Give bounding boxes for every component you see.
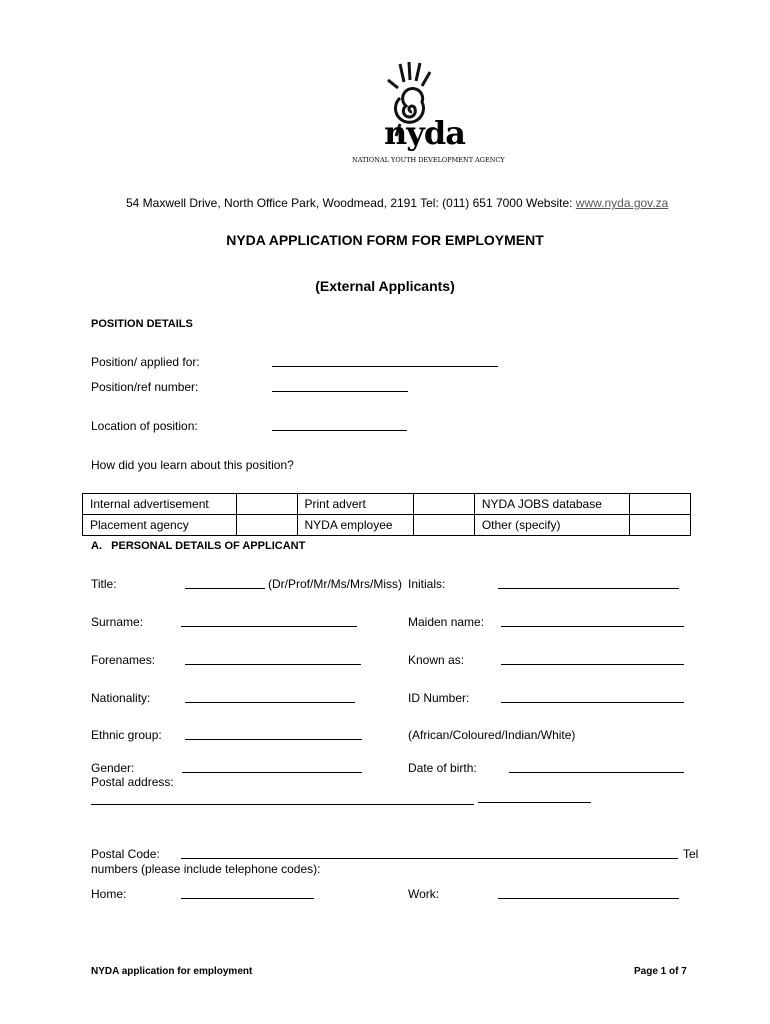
checkbox-print-advert[interactable] <box>413 494 474 515</box>
website-link[interactable]: www.nyda.gov.za <box>575 196 669 210</box>
tel-label: Tel <box>683 847 699 861</box>
location-label: Location of position: <box>91 419 198 433</box>
option-placement-agency: Placement agency <box>83 515 237 536</box>
page-number: Page 1 of 7 <box>634 966 687 977</box>
gender-field[interactable] <box>182 772 362 773</box>
gender-label: Gender: <box>91 761 135 775</box>
postal-address-field-2[interactable] <box>478 802 591 803</box>
page-title: NYDA APPLICATION FORM FOR EMPLOYMENT <box>226 232 544 248</box>
title-field[interactable] <box>185 588 265 589</box>
postal-code-field[interactable] <box>181 858 678 859</box>
checkbox-other-specify[interactable] <box>630 515 691 536</box>
nyda-logo <box>352 60 505 170</box>
known-as-field[interactable] <box>501 664 684 665</box>
forenames-field[interactable] <box>185 664 361 665</box>
ethnic-group-field[interactable] <box>185 739 362 740</box>
initials-field[interactable] <box>498 588 679 589</box>
known-as-label: Known as: <box>408 653 465 667</box>
forenames-label: Forenames: <box>91 653 156 667</box>
table-row <box>83 494 691 515</box>
option-print-advert: Print advert <box>297 494 413 515</box>
checkbox-nyda-employee[interactable] <box>413 515 474 536</box>
position-applied-field[interactable] <box>272 366 498 367</box>
title-options: (Dr/Prof/Mr/Ms/Mrs/Miss) <box>268 577 402 591</box>
location-field[interactable] <box>272 430 407 431</box>
address-line <box>126 196 668 210</box>
telephone-note: numbers (please include telephone codes): <box>91 862 321 876</box>
id-number-field[interactable] <box>501 702 684 703</box>
position-details-heading: POSITION DETAILS <box>91 318 193 330</box>
logo-wordmark: nyda <box>384 114 465 152</box>
ethnic-options: (African/Coloured/Indian/White) <box>408 728 576 742</box>
date-of-birth-label: Date of birth: <box>408 761 477 775</box>
home-phone-label: Home: <box>91 887 127 901</box>
nationality-label: Nationality: <box>91 691 151 705</box>
date-of-birth-field[interactable] <box>509 772 684 773</box>
address-text: 54 Maxwell Drive, North Office Park, Woodmead, 2191 Tel: (011) 651 7000 Website: <box>126 196 573 210</box>
maiden-name-label: Maiden name: <box>408 615 485 629</box>
option-internal-advertisement: Internal advertisement <box>83 494 237 515</box>
checkbox-internal-advertisement[interactable] <box>236 494 297 515</box>
personal-details-heading: A. PERSONAL DETAILS OF APPLICANT <box>91 540 306 552</box>
title-label: Title: <box>91 577 117 591</box>
postal-code-label: Postal Code: <box>91 847 160 861</box>
ethnic-group-label: Ethnic group: <box>91 728 162 742</box>
initials-label: Initials: <box>408 577 446 591</box>
source-options-table <box>82 493 691 536</box>
option-other-specify: Other (specify) <box>474 515 629 536</box>
learn-question: How did you learn about this position? <box>91 458 294 472</box>
footer-title: NYDA application for employment <box>91 966 253 977</box>
surname-label: Surname: <box>91 615 144 629</box>
checkbox-placement-agency[interactable] <box>236 515 297 536</box>
work-phone-label: Work: <box>408 887 440 901</box>
ref-number-label: Position/ref number: <box>91 380 199 394</box>
checkbox-nyda-jobs-database[interactable] <box>630 494 691 515</box>
option-nyda-employee: NYDA employee <box>297 515 413 536</box>
postal-address-field[interactable] <box>91 804 474 805</box>
home-phone-field[interactable] <box>181 898 314 899</box>
option-nyda-jobs-database: NYDA JOBS database <box>474 494 629 515</box>
id-number-label: ID Number: <box>408 691 470 705</box>
table-row <box>83 515 691 536</box>
page-subtitle: (External Applicants) <box>315 278 455 294</box>
position-applied-label: Position/ applied for: <box>91 355 200 369</box>
logo-subtitle: NATIONAL YOUTH DEVELOPMENT AGENCY <box>352 156 505 164</box>
ref-number-field[interactable] <box>272 391 408 392</box>
maiden-name-field[interactable] <box>501 626 684 627</box>
nationality-field[interactable] <box>185 702 355 703</box>
postal-address-label: Postal address: <box>91 775 174 789</box>
work-phone-field[interactable] <box>498 898 679 899</box>
surname-field[interactable] <box>181 626 357 627</box>
